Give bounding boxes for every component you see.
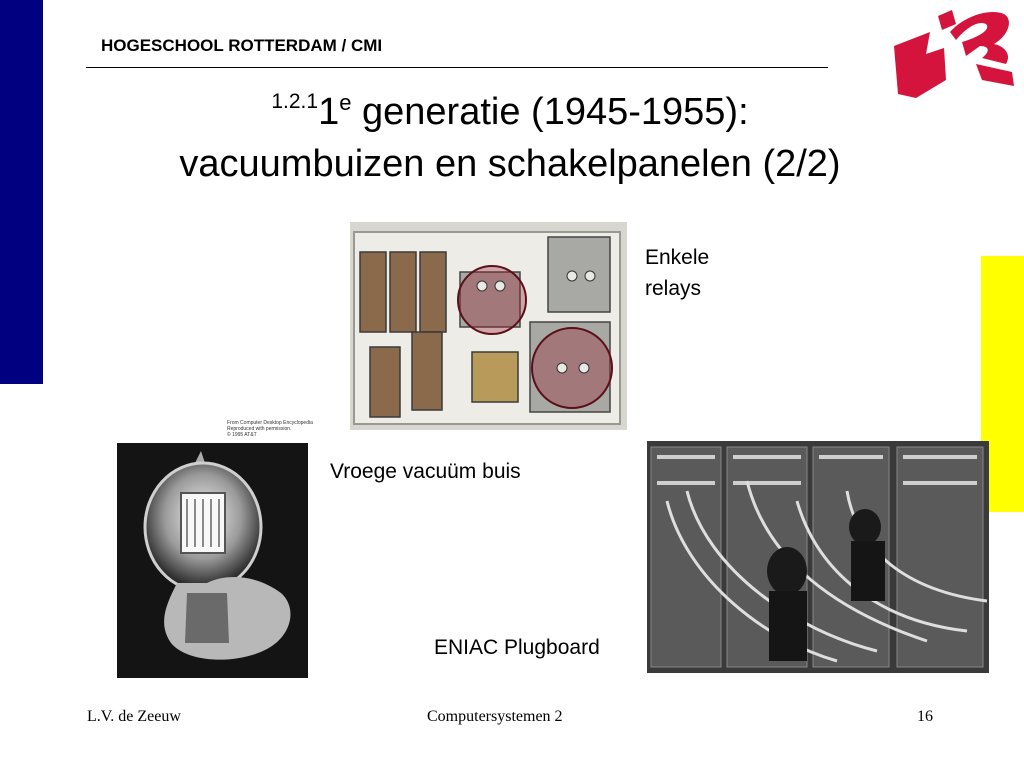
header-divider: [86, 67, 828, 68]
eniac-plugboard-photo: [647, 441, 989, 673]
institution-header: HOGESCHOOL ROTTERDAM / CMI: [101, 36, 383, 55]
ordinal-superscript: e: [339, 90, 352, 115]
credit-line: Reproduced with permission.: [227, 426, 292, 432]
vacuum-tube-photo: [117, 443, 308, 678]
caption-vacuum-tube: Vroege vacuüm buis: [330, 460, 521, 483]
footer-course: Computersystemen 2: [427, 708, 563, 725]
slide-title: [60, 76, 960, 190]
page-number: 16: [917, 708, 933, 725]
credit-line: © 1995 AT&T: [227, 432, 257, 438]
title-line-1: [60, 76, 960, 138]
section-number: 1.2.1: [271, 90, 319, 113]
caption-relays: Enkele relays: [645, 246, 710, 300]
photo-credit: [227, 420, 317, 438]
left-blue-bar: [0, 0, 43, 384]
title-line-2: vacuumbuizen en schakelpanelen (2/2): [179, 143, 841, 185]
footer-author: L.V. de Zeeuw: [87, 708, 181, 725]
title-line-1-text: generatie (1945-1955):: [351, 91, 749, 133]
credit-line: From Computer Desktop Encyclopedia: [227, 420, 313, 426]
caption-eniac: ENIAC Plugboard: [434, 636, 600, 659]
title-lead: 1: [318, 91, 340, 133]
relays-photo: [350, 222, 627, 430]
